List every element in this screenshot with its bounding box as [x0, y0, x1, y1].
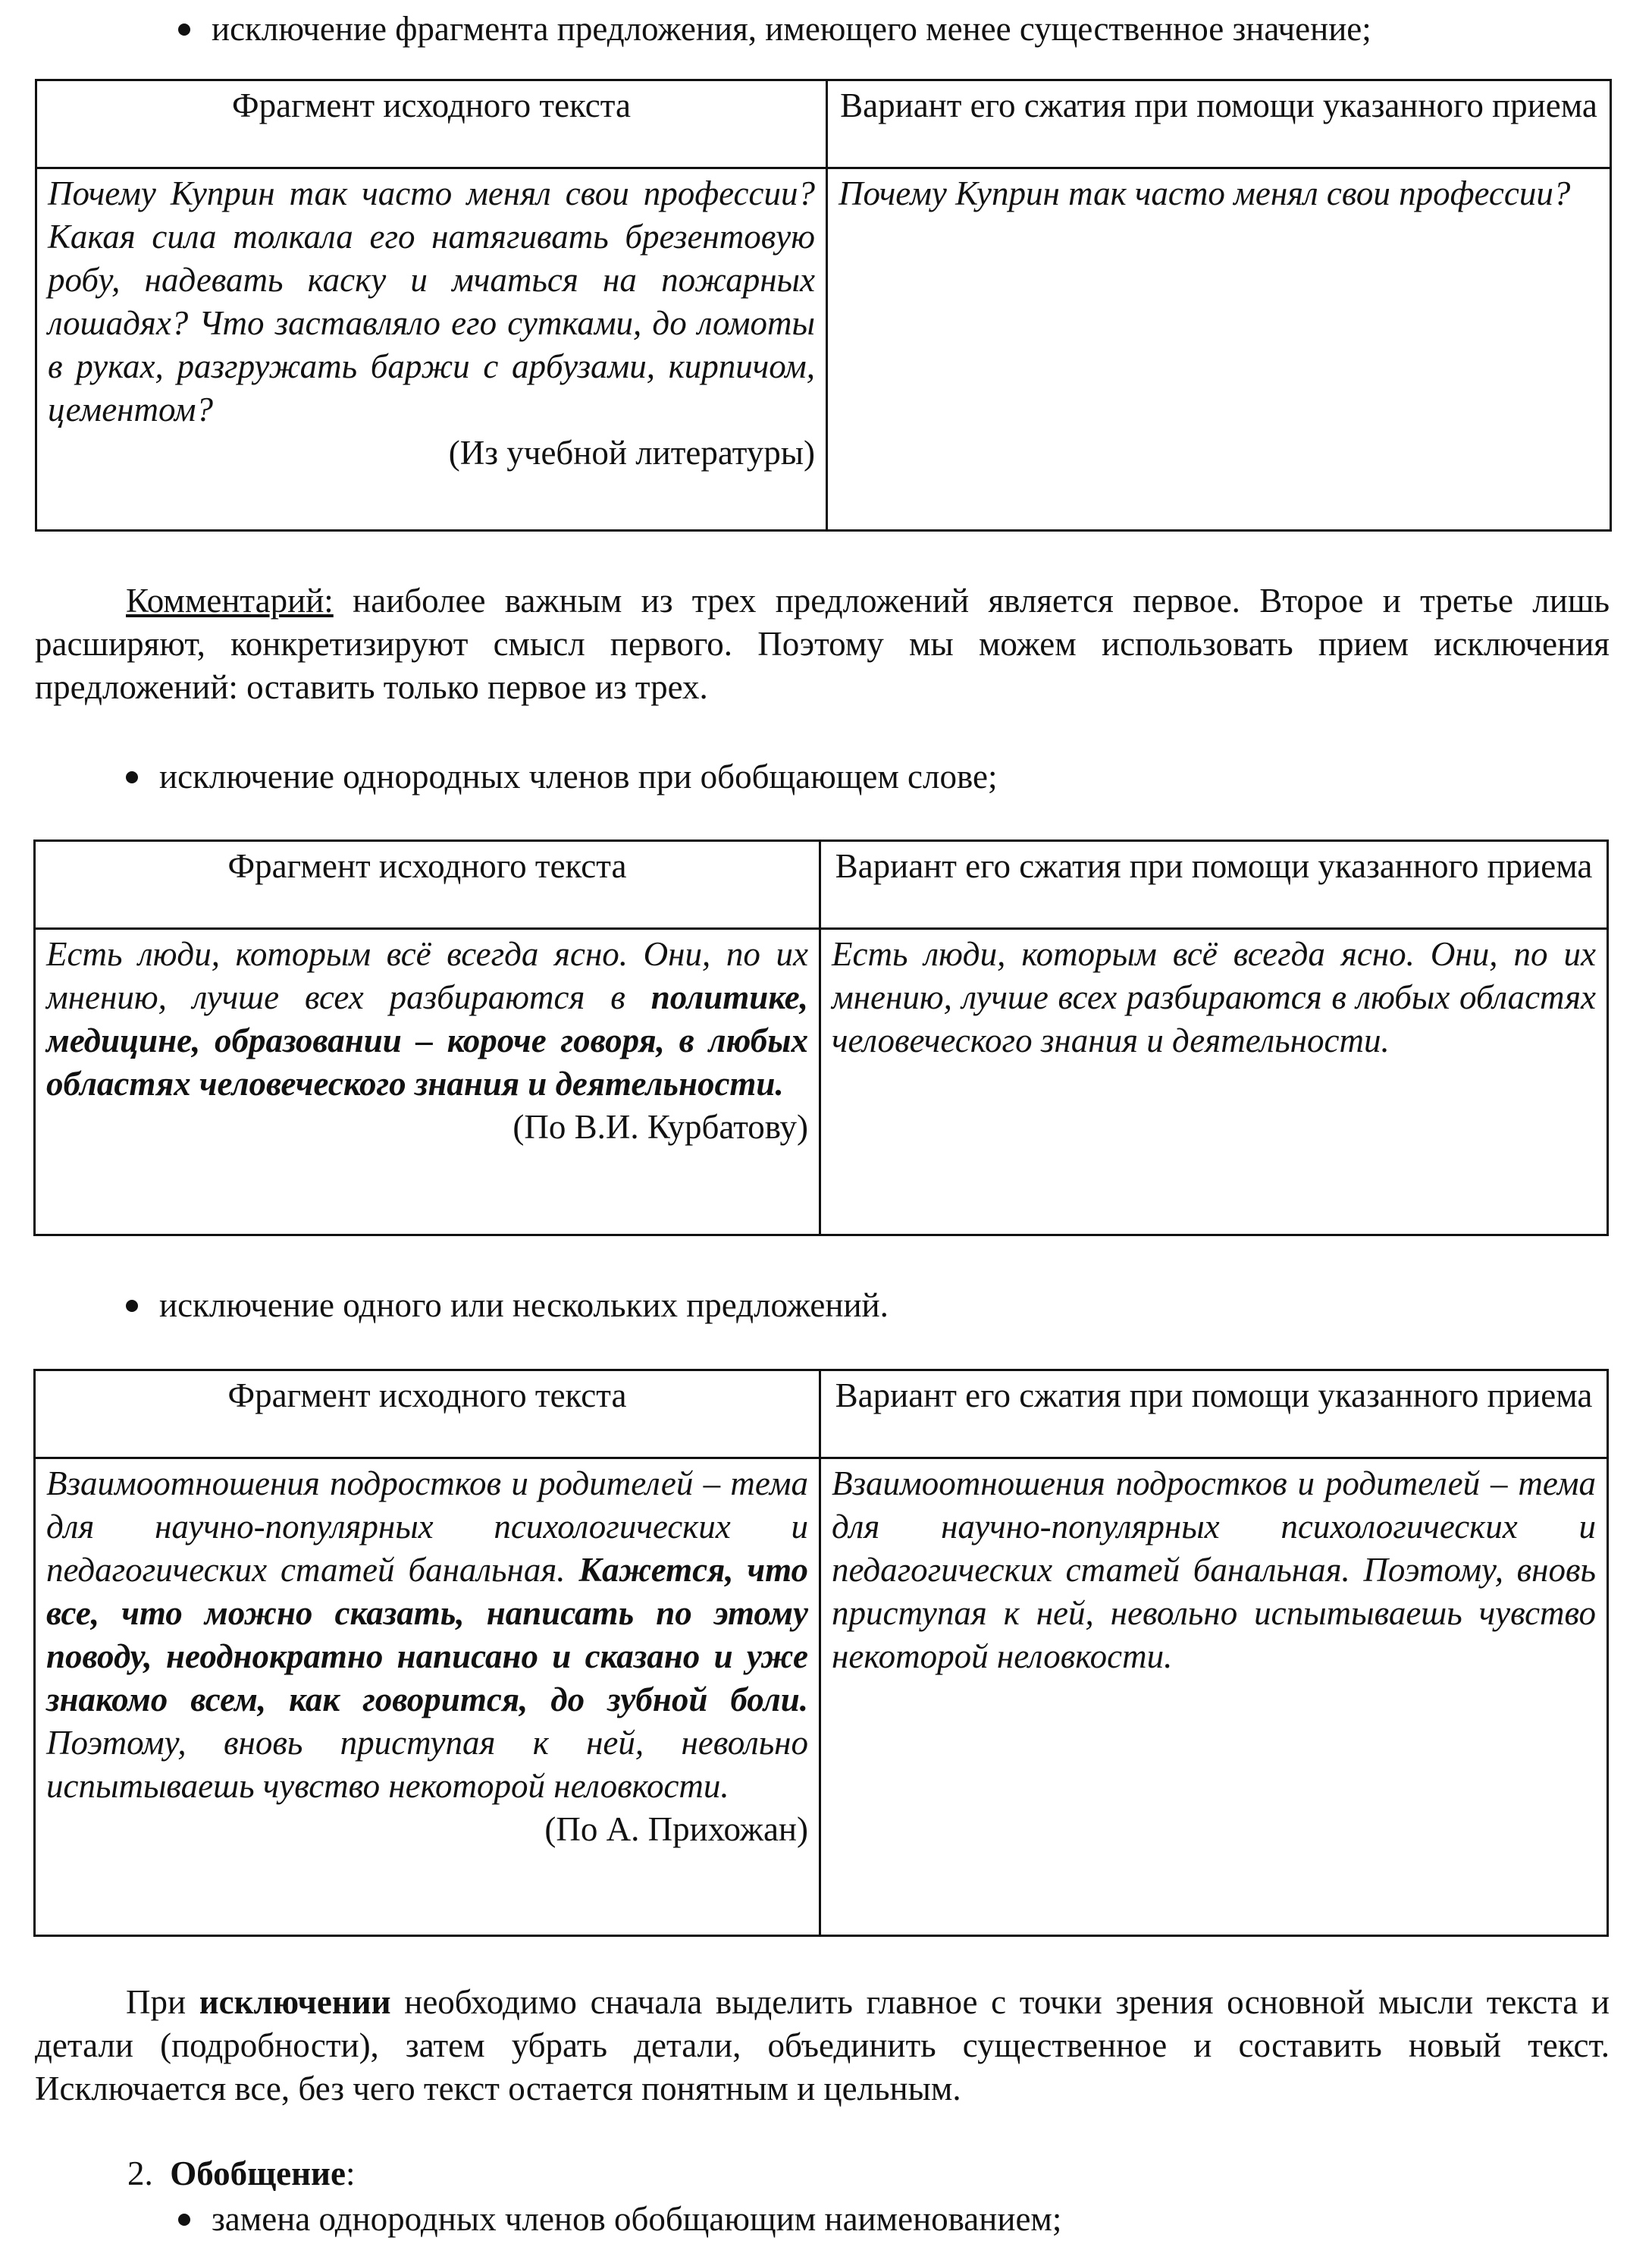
bullet-text: исключение однородных членов при обобщающем слове;	[159, 758, 998, 796]
source-attribution: (По А. Прихожан)	[544, 1810, 808, 1848]
source-text: Почему Куприн так часто менял свои профессии? Какая сила толкала его натягивать брезентовую робу, надевать каску и мчаться на пожарных лошадях? Что заставляло его сутками, до ломоты в руках, разгружать баржи с арбузами, кирпичом, цементом?	[48, 174, 815, 428]
header-source: Фрагмент исходного текста	[35, 841, 820, 929]
result-text: Взаимоотношения подростков и родителей – тема для научно-популярных психологических и педагогических статей банальная. Поэтому, вновь приступая к ней, невольно испытываешь чувство некоторой неловкости.	[820, 1458, 1608, 1936]
source-text-plain: Взаимоотношения подростков и родителей – тема для научно-популярных психологических и педагогических статей банальная.	[46, 1464, 808, 1589]
bullet-item-4	[178, 2198, 1061, 2241]
header-source: Фрагмент исходного текста	[35, 1370, 820, 1458]
bullet-text: исключение одного или нескольких предложений.	[159, 1286, 889, 1324]
source-text-emphasis: Кажется, что все, что можно сказать, написать по этому поводу, неоднократно написано и сказано и уже знакомо всем, как говорится, до зубной боли.	[46, 1551, 808, 1718]
example-table-2	[33, 839, 1609, 1236]
section-heading	[127, 2152, 355, 2195]
source-text-emphasis: политике, медицине, образовании – короче говоря, в любых областях человеческого знания и деятельности.	[46, 978, 808, 1103]
summary-text: необходимо сначала выделить главное с точки зрения основной мысли текста и детали (подробности), затем убрать детали, объединить существенное и составить новый текст. Исключается все, без чего текст остается понятным и цельным.	[35, 1983, 1610, 2107]
source-text-plain: Есть люди, которым всё всегда ясно. Они, по их мнению, лучше всех разбираются в	[46, 935, 808, 1016]
example-table-1	[35, 79, 1612, 532]
bullet-icon	[126, 1300, 138, 1312]
header-result: Вариант его сжатия при помощи указанного приема	[820, 841, 1608, 929]
bullet-item-3	[126, 1284, 889, 1327]
source-cell	[36, 168, 827, 531]
header-result: Вариант его сжатия при помощи указанного приема	[827, 80, 1611, 168]
bullet-item-2	[126, 755, 997, 799]
section-colon: :	[345, 2154, 356, 2192]
source-text	[46, 933, 808, 1106]
result-text: Есть люди, которым всё всегда ясно. Они, по их мнению, лучше всех разбираются в любых областях человеческого знания и деятельности.	[820, 929, 1608, 1235]
bullet-icon	[126, 771, 138, 783]
summary-text: При	[126, 1983, 199, 2021]
source-attribution: (Из учебной литературы)	[448, 434, 815, 472]
source-attribution: (По В.И. Курбатову)	[513, 1108, 808, 1146]
source-text-plain: Поэтому, вновь приступая к ней, невольно испытываешь чувство некоторой неловкости.	[46, 1724, 808, 1805]
source-text	[46, 1462, 808, 1808]
bullet-item-1	[178, 8, 1371, 51]
source-cell	[35, 1458, 820, 1936]
summary-emphasis: исключении	[199, 1983, 391, 2021]
section-number: 2.	[127, 2154, 153, 2192]
header-result: Вариант его сжатия при помощи указанного приема	[820, 1370, 1608, 1458]
bullet-icon	[178, 24, 190, 36]
comment-label: Комментарий:	[126, 582, 334, 620]
comment-paragraph	[35, 579, 1610, 709]
example-table-3	[33, 1369, 1609, 1937]
summary-paragraph	[35, 1981, 1610, 2110]
bullet-text: замена однородных членов обобщающим наименованием;	[212, 2200, 1062, 2238]
result-text: Почему Куприн так часто менял свои профессии?	[827, 168, 1611, 531]
comment-text: наиболее важным из трех предложений является первое. Второе и третье лишь расширяют, конкретизируют смысл первого. Поэтому мы можем использовать прием исключения предложений: оставить только первое из трех.	[35, 582, 1610, 706]
source-cell	[35, 929, 820, 1235]
bullet-icon	[178, 2214, 190, 2226]
section-title: Обобщение	[170, 2154, 346, 2192]
bullet-text: исключение фрагмента предложения, имеющего менее существенное значение;	[212, 10, 1371, 48]
header-source: Фрагмент исходного текста	[36, 80, 827, 168]
